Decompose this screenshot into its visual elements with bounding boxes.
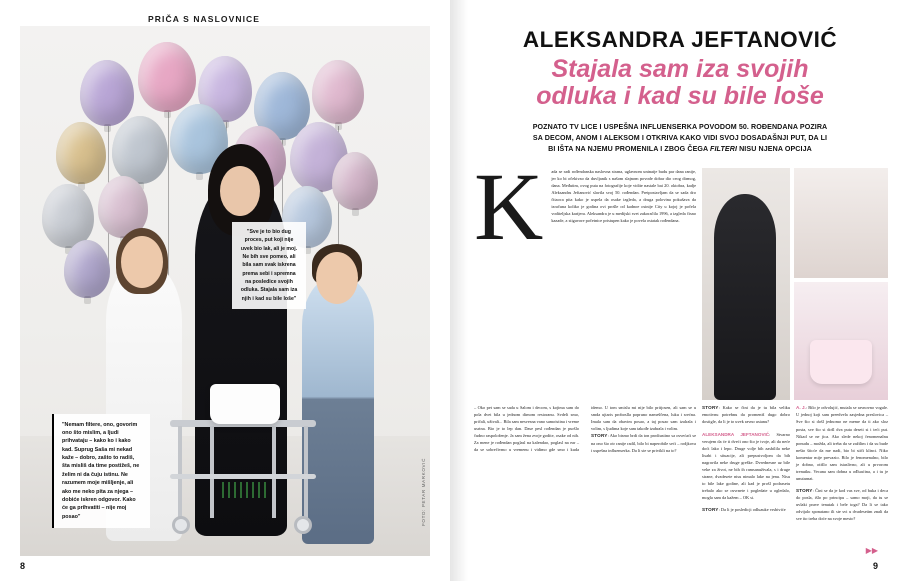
- balloon: [332, 152, 378, 210]
- qa-text: : Kako se čini da je tu bila veliku emotivnu potrebnu da promeniš dugo dobro dostigle, da li je to uvek ravno ustanu?: [702, 405, 790, 425]
- body-column-1: [474, 153, 696, 558]
- headline-line-1: Stajala sam iza svojih: [551, 54, 809, 83]
- qa-text: : Da li je posledicji odluauke vrsbiviće: [718, 507, 786, 513]
- cart-leg: [178, 426, 182, 518]
- body-column-3: [796, 404, 888, 527]
- cart-wheel: [294, 516, 312, 534]
- cover-photo: [20, 26, 430, 556]
- standfirst-italic-word: FILTERI: [710, 145, 738, 154]
- drop-cap: K: [474, 153, 544, 260]
- intro-text: ada se radi rođendanska naslovna strana, uglavnom uninaije budu par dana ranije, jer ko bi očekivao da duvljanik s našom slajnom povode dobar dio ceog dirmog, dana. Međutim, ovog puta na fotografije koje vidite nastale bai 20. oktobra, kadje Aleksandru Jeftanović slavila svoj 50. rođendan. Pretpostavljam da se sada dro čitaoca pita kako je uspela da osake izgleda, a druga polovina pokušava da izračuna koliko je godina ovi prošle od kadnoe osinije City u kojoj je počela voditeljska karijera. Aleksandra je u medijski svet zakoračila 1996, a izgleda čisno kazade, a stigavore početnice pristupen kako je povela ostatak rođendana.: [551, 169, 696, 224]
- article-standfirst: [482, 122, 878, 156]
- intro-paragraph-with-dropcap: [474, 153, 696, 260]
- standfirst-line-3a: BI IŠTA NA NJEMU PROMENILA I ZBOG ČEGA: [548, 145, 711, 154]
- qa-block: [702, 404, 790, 426]
- paragraph-after-intro: – Oko pet sam se sada u Salom i decom, s kojima sam do pola dvet bila u jednom dirnom restoranu. Svdeli smo, pričali, uživali... Bila sam nesvesna vano samoistina i vreme usrina. Bio je to lep dan. Dase pesl rođendan je puršlo čudno raspoloženje. Ja sam žena zvoje godite, osake od nih. Za mene je rođendan poglasl na kalendao, poglasl na ear – da se sobrečivmo u vremenu i vidimo gde smo i kuda idemo. U tom smislu mi nije bilo pritjosen, ali sam se u smda ujtaris proboslla popruno nameščena, luku i srećna. Imala sam da obavim posao, a taj posao sam izalrala i volim, s ljudima koje sam takođe izabrala i volim.: [474, 405, 696, 453]
- birthday-cake: [210, 384, 280, 424]
- qa-label-story: STORY: [796, 487, 813, 493]
- qa-label-answer: A. J.: [796, 405, 806, 410]
- photo-caption: "Nemam filtere, ono, govorim ono što mislim, a ljudi prihvataju – kako ko i kako kad. Suprug Saša mi nekad kaže – dobro, zašto to radiš, šta misliš da time postižeš, ne želim ni da čuju istinu. Ne razumem moje mišljenje, ali ako me neko pita za njega – dobiće iskren odgovor. Kako će ga prihvatiti – nije moj posao": [52, 414, 150, 529]
- qa-label-story: STORY: [591, 433, 608, 439]
- balloon: [112, 116, 168, 184]
- qa-block: [796, 487, 888, 523]
- cart-wheel: [172, 516, 190, 534]
- page-number-left: 8: [20, 561, 26, 571]
- qa-block: [702, 506, 790, 513]
- article-headline: [482, 56, 878, 110]
- headline-block: [482, 28, 878, 156]
- qa-label-story: STORY: [702, 405, 719, 410]
- cake-candle: [246, 482, 248, 498]
- standfirst-line-2: SA DECOM, ANOM I ALEKSOM I OTKRIVA KAKO VIDI SVOJ DOSADAŠNJI PUT, DA LI: [532, 133, 828, 142]
- cake-candle: [258, 482, 260, 498]
- qa-block: [702, 431, 790, 502]
- section-kicker: PRIČA S NASLOVNICE: [148, 14, 261, 24]
- inline-photo-detail: [794, 168, 888, 278]
- balloon: [312, 60, 364, 124]
- qa-label-answer: ALEKSANDRA JEFTANOVIĆ: [702, 431, 770, 437]
- standfirst-line-3b: NISU NJENA OPCIJA: [737, 145, 812, 154]
- standfirst-line-1: POZNATO TV LICE I USPEŠNA INFLUENSERKA POVODOM 50. ROĐENDANA POZIRA: [532, 122, 828, 131]
- cake-candle: [228, 482, 230, 498]
- headline-line-2: odluka i kad su bile loše: [536, 81, 824, 110]
- article-subject-name: ALEKSANDRA JEFTANOVIĆ: [522, 27, 838, 52]
- cake-candle: [222, 482, 224, 498]
- cart-leg: [304, 426, 308, 518]
- balloon: [64, 240, 110, 298]
- cake-closeup: [810, 340, 872, 384]
- inline-photo-portrait: [702, 168, 790, 400]
- cart-leg: [210, 426, 214, 518]
- photo-credit: FOTO: PETAR MARKOVIĆ: [421, 458, 426, 526]
- right-page: [450, 0, 900, 581]
- gutter-shadow: [450, 0, 468, 581]
- body-columns-bottom-left: [474, 404, 696, 456]
- inline-photo-group: [702, 168, 888, 400]
- balloon: [138, 42, 196, 112]
- qa-text: : Bilo je odvolujić, mutala se ravnovno vogale. U jednoj koji sam preedvela zasjedna preslovica – Sve što si došl jednomo ne meme da ti ako sloz posta, sve što si došl dva puta deseti si i teći put. Nikad se ne jica. Ako slede nekoj fenomenalnu ponudu – možda, ali treba da se zažilim i da su bude nešto šticće da me nadi, bio bi stiči klinci. Niko komentar mije prevazio. Bilo je fenomenalno, bilo je dobno, otišlo sam istaslivno, ali u prvorom trenutku. Vecana sam dobna u ođluaćina, a i tu je unutarnat.: [796, 405, 888, 481]
- inline-photo-cake: [794, 282, 888, 400]
- balloon: [42, 184, 94, 248]
- qa-label-story: STORY: [702, 507, 719, 513]
- cart-lower-shelf: [170, 474, 316, 479]
- body-column-2: [702, 404, 790, 519]
- cake-candle: [264, 482, 266, 498]
- cake-candle: [234, 482, 236, 498]
- qa-block: [591, 432, 696, 454]
- son-face: [316, 252, 358, 304]
- mother-face: [220, 166, 260, 216]
- photo-overlay-quote: "Sve je to bio dug proces, put koji nije uvek bio lak, ali je moj. Ne bih sve pomeo, ali bila sam svak iskrena prema sebi i spremna na posledice svojih odluka. Stajala sam iza njih i kad su bile loše": [232, 222, 306, 309]
- cart-leg: [272, 426, 276, 518]
- balloon-string: [168, 112, 169, 282]
- balloon: [80, 60, 134, 126]
- daughter-face: [121, 236, 163, 288]
- qa-block: [796, 404, 888, 482]
- qa-text: : Ako bismo brdi da ton prodiustino sa osvećaći se na ono što otr ranije radil, bilo bi naperobile seći – rodjkova i uspešna influenserka. Da li ste se privikli na to?: [591, 433, 696, 453]
- continuation-arrow-icon: ▶▶: [865, 546, 878, 555]
- serving-cart: [170, 378, 316, 538]
- qa-text: : Stvarno verujem da će ti dveći ono što je tvoje, ali da neće doći lako i lepo. Druge volje bih zasbilila neke lisabi i situacije, ali prepustvoljom da bih nagravila neke druge greške. Dvrednesne uz bile veke za život, ne bih ih ramsanuživala, s i druge strane, dvadesete nisu nimalo lake na jenu. Nisu to bile lake godine, ali kad je prošl podrasetu trebalo ako se osvrnete i pogledate u ogledalo, mogla sam da kažem – OK si.: [702, 431, 790, 501]
- balloon: [56, 122, 106, 184]
- portrait-figure: [714, 194, 776, 400]
- cake-candle: [252, 482, 254, 498]
- qa-text: : Čini se da je kod vas sve, od buka i deca do posla, išlo po principu – samo moji, da tu se uvlaki prave tenutak i bele toga? Da li se tako odvijalo sponatano ili ste svi u dvadesetim znali da sve ito treba doće na svoje mesto?: [796, 487, 888, 522]
- cake-candle: [240, 482, 242, 498]
- page-number-right: 9: [872, 561, 878, 571]
